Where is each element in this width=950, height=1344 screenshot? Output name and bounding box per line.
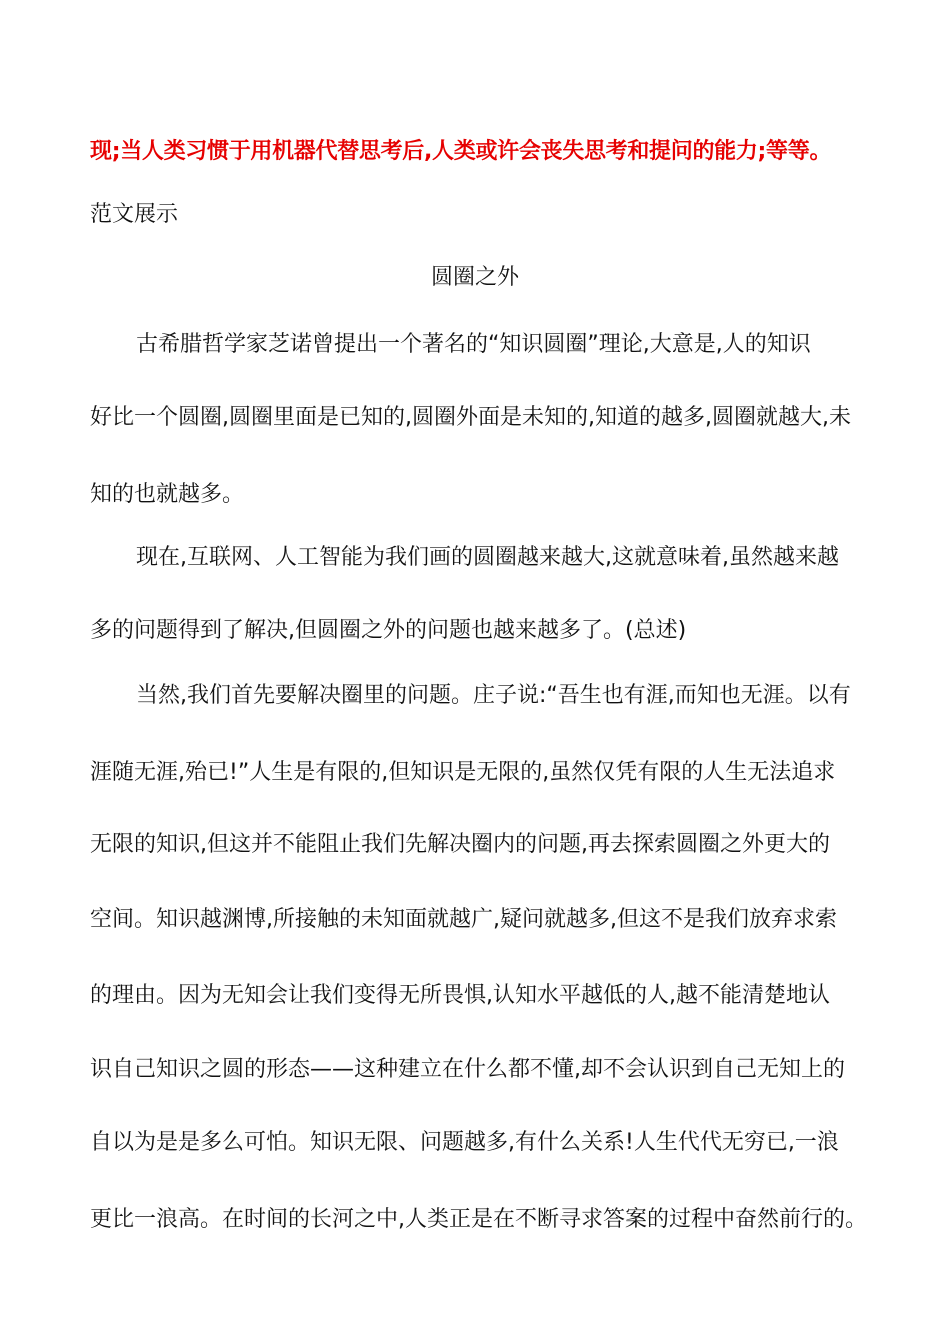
paragraph-3-line-7: 自以为是是多么可怕。知识无限、问题越多,有什么关系!人生代代无穷已,一浪: [90, 1130, 839, 1155]
paragraph-3-line-4: 空间。知识越渊博,所接触的未知面就越广,疑问就越多,但这不是我们放弃求索: [90, 907, 837, 932]
paragraph-3-line-2: 涯随无涯,殆已!”人生是有限的,但知识是无限的,虽然仅凭有限的人生无法追求: [90, 760, 836, 785]
paragraph-1-line-3: 知的也就越多。: [90, 482, 245, 507]
paragraph-2-line-2: 多的问题得到了解决,但圆圈之外的问题也越来越多了。(总述): [90, 618, 687, 643]
paragraph-1-line-2: 好比一个圆圈,圆圈里面是已知的,圆圈外面是未知的,知道的越多,圆圈就越大,未: [90, 405, 851, 430]
section-label: 范文展示: [90, 202, 179, 227]
paragraph-3-line-8: 更比一浪高。在时间的长河之中,人类正是在不断寻求答案的过程中奋然前行的。: [90, 1207, 867, 1232]
essay-title: 圆圈之外: [430, 265, 519, 290]
paragraph-3-line-5: 的理由。因为无知会让我们变得无所畏惧,认知水平越低的人,越不能清楚地认: [90, 983, 830, 1008]
paragraph-3-line-1: 当然,我们首先要解决圈里的问题。庄子说:“吾生也有涯,而知也无涯。以有: [136, 683, 851, 708]
paragraph-3-line-6: 识自己知识之圆的形态——这种建立在什么都不懂,却不会认识到自己无知上的: [90, 1057, 845, 1082]
paragraph-2-line-1: 现在,互联网、人工智能为我们画的圆圈越来越大,这就意味着,虽然越来越: [136, 545, 839, 570]
intro-red-line: 现;当人类习惯于用机器代替思考后,人类或许会丧失思考和提问的能力;等等。: [90, 139, 832, 164]
paragraph-3-line-3: 无限的知识,但这并不能阻止我们先解决圈内的问题,再去探索圆圈之外更大的: [90, 832, 830, 857]
paragraph-1-line-1: 古希腊哲学家芝诺曾提出一个著名的“知识圆圈”理论,大意是,人的知识: [136, 332, 811, 357]
